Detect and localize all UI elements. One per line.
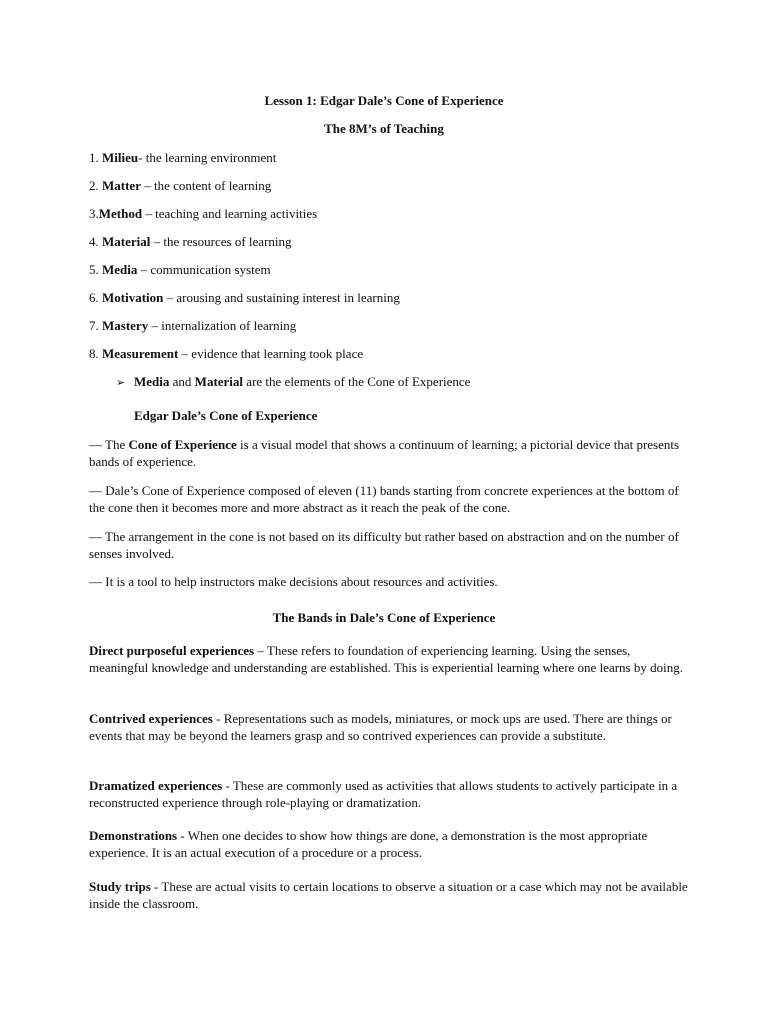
- page-subtitle: The 8M’s of Teaching: [324, 121, 444, 136]
- list-item: 5. Media – communication system: [89, 262, 271, 277]
- list-item: 7. Mastery – internalization of learning: [89, 318, 297, 333]
- list-item: 1. Milieu- the learning environment: [89, 150, 277, 165]
- list-item: 2. Matter – the content of learning: [89, 178, 272, 193]
- list-item: 3.Method – teaching and learning activities: [89, 206, 318, 221]
- paragraph: — Dale’s Cone of Experience composed of eleven (11) bands starting from concrete experiences at the bottom of the cone then it becomes more and more abstract as it reach the peak of the cone.: [89, 483, 679, 515]
- arrow-bullet-icon: ➢: [116, 377, 126, 389]
- list-item: 8. Measurement – evidence that learning took place: [89, 346, 364, 361]
- paragraph: — It is a tool to help instructors make decisions about resources and activities.: [89, 574, 498, 589]
- page-title: Lesson 1: Edgar Dale’s Cone of Experience: [264, 93, 504, 108]
- paragraph: — The Cone of Experience is a visual model that shows a continuum of learning; a pictorial device that presents bands of experience.: [89, 437, 680, 469]
- list-item: 6. Motivation – arousing and sustaining interest in learning: [89, 290, 400, 305]
- band-paragraph: Direct purposeful experiences – These refers to foundation of experiencing learning. Using the senses, meaningful knowledge and understanding are established. This is experiential learning where one learns by doing.: [89, 643, 683, 675]
- band-paragraph: Dramatized experiences - These are commonly used as activities that allows students to actively participate in a reconstructed experience through role-playing or dramatization.: [89, 778, 678, 810]
- band-paragraph: Contrived experiences - Representations such as models, miniatures, or mock ups are used. There are things or events that may be beyond the learners grasp and so contrived experiences can provide a substitute.: [89, 711, 672, 743]
- bands-heading: The Bands in Dale’s Cone of Experience: [272, 610, 496, 625]
- section-heading: Edgar Dale’s Cone of Experience: [134, 408, 318, 423]
- band-paragraph: Demonstrations - When one decides to show how things are done, a demonstration is the most appropriate experience. It is an actual execution of a procedure or a process.: [89, 828, 648, 860]
- arrow-bullet-item: ➢ Media and Material are the elements of the Cone of Experience: [116, 373, 470, 392]
- paragraph: — The arrangement in the cone is not based on its difficulty but rather based on abstraction and on the number of senses involved.: [89, 529, 679, 561]
- list-item: 4. Material – the resources of learning: [89, 234, 292, 249]
- band-paragraph: Study trips - These are actual visits to certain locations to observe a situation or a case which may not be available inside the classroom.: [89, 879, 688, 911]
